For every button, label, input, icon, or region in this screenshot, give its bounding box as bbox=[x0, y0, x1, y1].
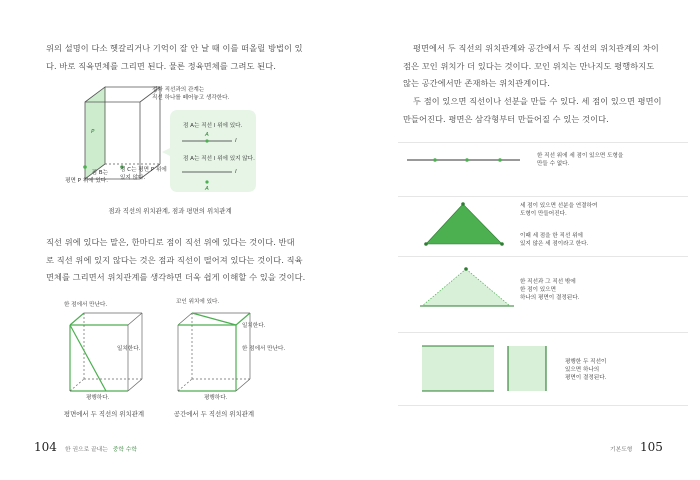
cube-left-face bbox=[85, 87, 105, 179]
fig2-left-caption: 평면에서 두 직선의 위치관계 bbox=[63, 410, 145, 418]
row-divider-1 bbox=[398, 142, 688, 143]
row1-note: 한 직선 위에 세 점이 있으면 도형을 만들 수 없다. bbox=[537, 153, 624, 167]
figure1-caption: 점과 직선의 위치관계, 점과 평면의 위치관계 bbox=[108, 207, 232, 215]
right-paragraph-2: 두 점이 있으면 직선이나 선분을 만들 수 있다. 세 점이 있으면 평면이 만들어진다. 평면은 삼각형부터 만들어질 수 있는 것이다. bbox=[403, 96, 662, 124]
label-plane-p: P bbox=[91, 129, 95, 135]
fig2-right-note-mid2: 한 점에서 만난다. bbox=[242, 346, 286, 352]
left-footer-title: 한 권으로 끝내는 중학 수학 bbox=[65, 447, 137, 453]
fig2-left-note-top: 한 점에서 만난다. bbox=[64, 302, 108, 308]
fig2-left-note-bottom: 평행하다. bbox=[86, 395, 110, 401]
row2-note-2: 이때 세 점을 한 직선 위에 있지 않은 세 점이라고 한다. bbox=[520, 233, 589, 247]
fig2-left-note-mid: 일치한다. bbox=[117, 346, 141, 352]
row-divider-4 bbox=[398, 332, 688, 333]
figure-lines-in-plane bbox=[60, 305, 160, 401]
fig2-right-note-mid1: 일치한다. bbox=[242, 323, 266, 329]
right-footer-chapter: 기본도형 bbox=[610, 447, 633, 453]
left-page-number: 104 bbox=[34, 440, 57, 454]
right-page-number: 105 bbox=[640, 440, 663, 454]
left-paragraph-2: 직선 위에 있다는 말은, 한마디로 점이 직선 위에 있다는 것이다. 반대 로 직선 위에 있지 않다는 것은 점과 직선이 떨어져 있다는 것이다. 직육 면체를 그리면서 위치관계를 생각하면 더욱 쉽게 이해할 수 있을 것이다. bbox=[46, 237, 306, 282]
left-paragraph-1: 위의 설명이 다소 헷갈리거나 기억이 잘 안 날 때 이를 떠올릴 방법이 있 다. 바로 직육면체를 그리면 된다. 물론 정육면체를 그려도 된다. bbox=[46, 43, 303, 71]
parallel-lines-figure bbox=[418, 344, 553, 396]
fig2-right-note-bottom: 평행하다. bbox=[204, 395, 228, 401]
bubble-label-a1: A bbox=[205, 132, 209, 138]
row-divider-2 bbox=[398, 196, 688, 197]
row3-note: 한 직선과 그 직선 밖에 한 점이 있으면 하나의 평면이 결정된다. bbox=[520, 279, 580, 301]
bubble-line2: 점 A는 직선 l 위에 있지 않다. bbox=[183, 156, 255, 162]
figure1-note-c: 점 C는 평면 P 위에 있지 않다. bbox=[120, 167, 167, 181]
bubble-line1: 점 A는 직선 l 위에 있다. bbox=[183, 123, 243, 129]
collinear-points-figure bbox=[405, 150, 525, 170]
figure-lines-in-space bbox=[170, 305, 270, 401]
bubble-label-l1: l bbox=[235, 138, 237, 144]
bubble-label-a2: A bbox=[205, 186, 209, 192]
triangle-figure bbox=[418, 200, 513, 250]
fig2-right-caption: 공간에서 두 직선의 위치관계 bbox=[173, 410, 255, 418]
right-paragraph-1: 평면에서 두 직선의 위치관계와 공간에서 두 직선의 위치관계의 차이 점은 꼬인 위치가 더 있다는 것이다. 꼬인 위치는 만나지도 평행하지도 않는 공간에서만 존재하는 위치관계이다. bbox=[403, 43, 659, 88]
figure1-note-top: 점과 직선과의 관계는 직선 하나를 떼어놓고 생각한다. bbox=[152, 87, 230, 101]
row-divider-5 bbox=[398, 405, 688, 406]
row2-note: 세 점이 있으면 선분을 연결하여 도형이 만들어진다. bbox=[520, 203, 598, 217]
point-a-on-line bbox=[205, 139, 208, 142]
figure1-note-b: 점 B는 평면 P 위에 있다. bbox=[65, 170, 108, 184]
bubble-label-l2: l bbox=[235, 169, 237, 175]
point-a-off-line bbox=[205, 180, 208, 183]
fig2-right-note-top: 꼬인 위치에 있다. bbox=[176, 299, 220, 305]
row-divider-3 bbox=[398, 256, 688, 257]
line-and-point-figure bbox=[418, 264, 518, 312]
row4-note: 평행한 두 직선이 있으면 하나의 평면이 결정된다. bbox=[565, 359, 607, 381]
